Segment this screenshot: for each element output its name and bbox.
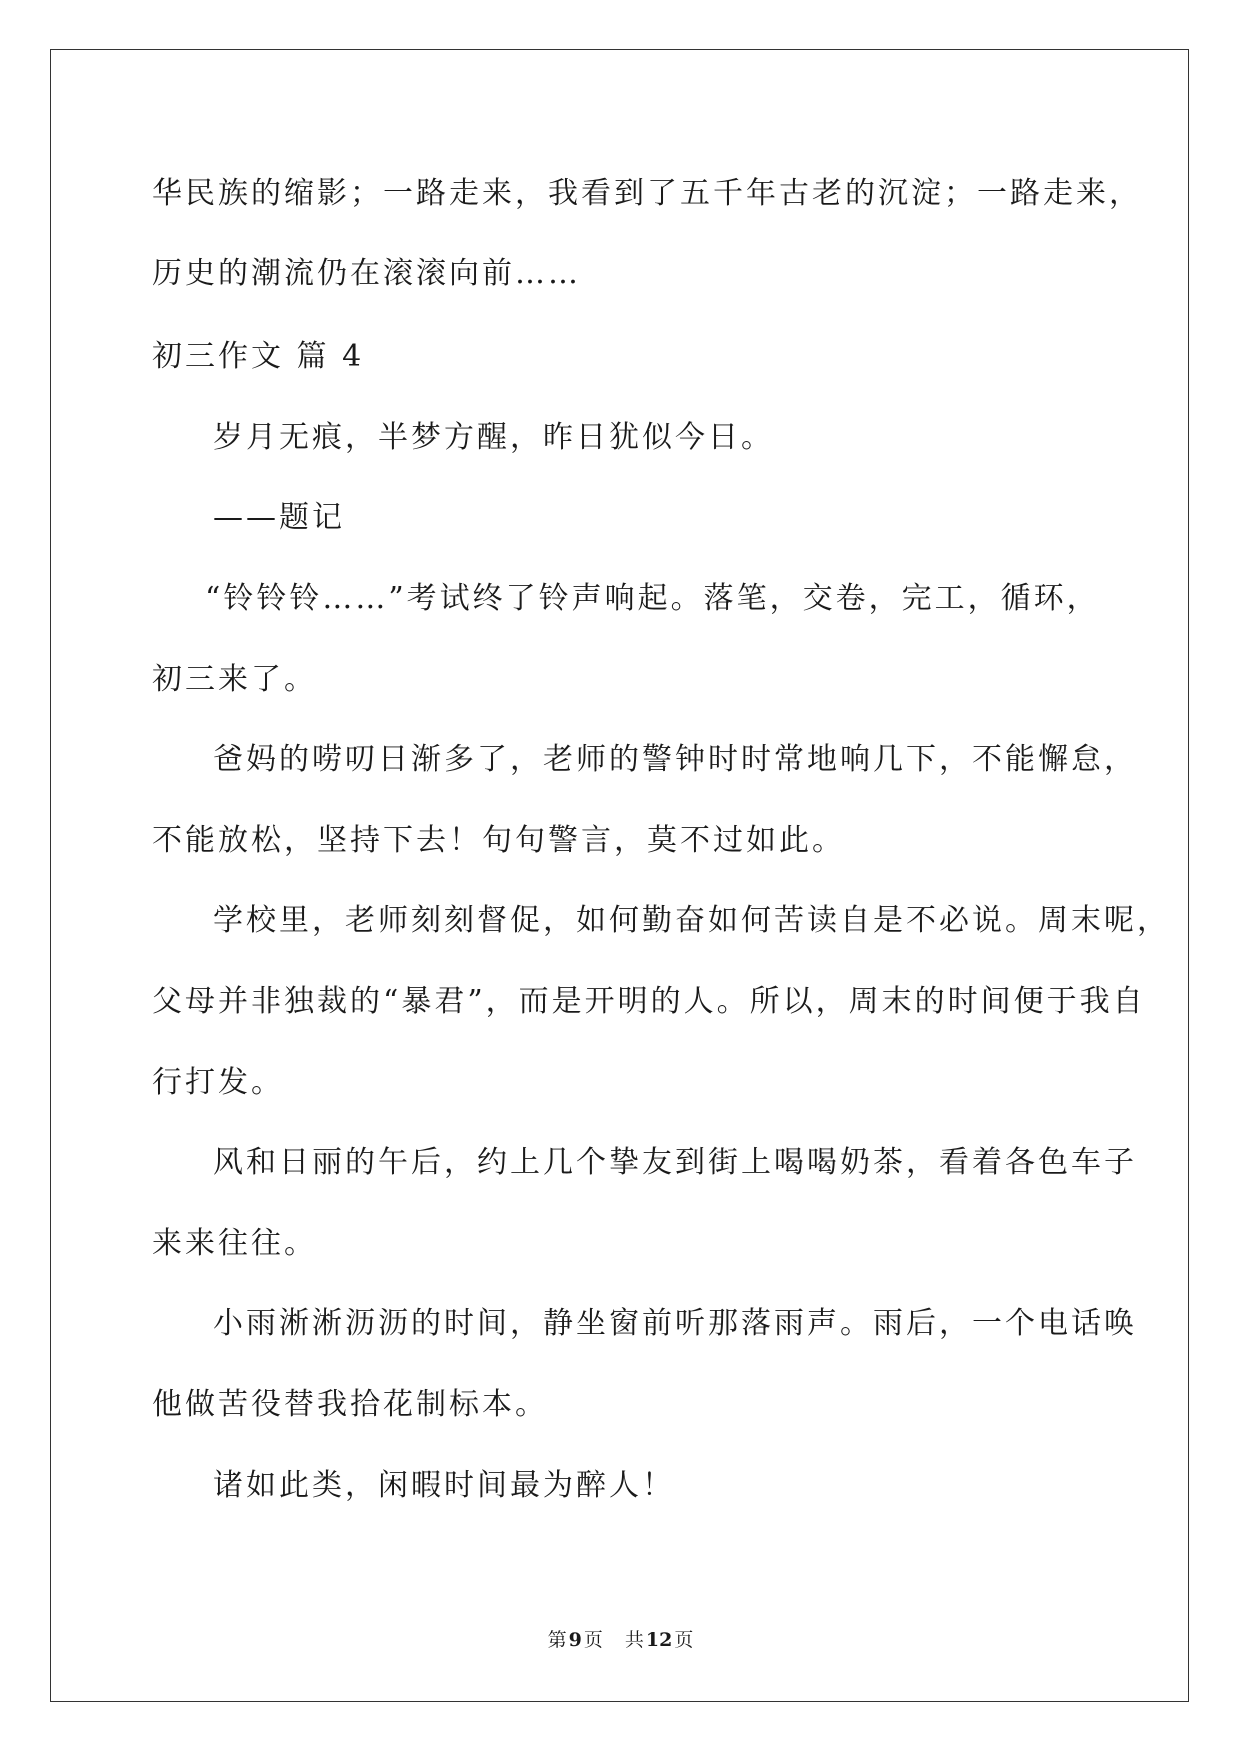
total-pages-number: 12 [645,1629,673,1651]
page-footer [0,1628,1241,1652]
body-line: 不能放松，坚持下去！句句警言，莫不过如此。 [152,823,845,858]
page-suffix: 页 [583,1629,603,1651]
page-border [50,49,1189,1702]
total-prefix: 共 [624,1629,644,1651]
body-line: 历史的潮流仍在滚滚向前…… [152,256,581,291]
body-line: 华民族的缩影；一路走来，我看到了五千年古老的沉淀；一路走来， [152,176,1142,211]
body-line: “铃铃铃……”考试终了铃声响起。落笔，交卷，完工，循环， [205,581,1100,616]
body-line: 学校里，老师刻刻督促，如何勤奋如何苦读自是不必说。周末呢， [213,903,1170,938]
body-line: 他做苦役替我拾花制标本。 [152,1387,548,1422]
body-line: 行打发。 [152,1065,284,1100]
body-line: 爸妈的唠叨日渐多了，老师的警钟时时常地响几下，不能懈怠， [213,742,1137,777]
body-line: 小雨淅淅沥沥的时间，静坐窗前听那落雨声。雨后，一个电话唤 [213,1306,1137,1341]
body-line: 来来往往。 [152,1226,317,1261]
current-page-number: 9 [568,1629,582,1651]
total-suffix: 页 [674,1629,694,1651]
body-line: 初三来了。 [152,662,317,697]
page-prefix: 第 [547,1629,567,1651]
body-line: 父母并非独裁的“暴君”，而是开明的人。所以，周末的时间便于我自 [152,984,1146,1019]
body-line: 诸如此类，闲暇时间最为醉人！ [213,1468,675,1503]
body-line: 风和日丽的午后，约上几个挚友到街上喝喝奶茶，看着各色车子 [213,1145,1137,1180]
epigraph: 岁月无痕，半梦方醒，昨日犹似今日。 [213,420,774,455]
section-heading: 初三作文 篇 4 [152,339,365,374]
epigraph-attribution: ——题记 [213,500,345,535]
